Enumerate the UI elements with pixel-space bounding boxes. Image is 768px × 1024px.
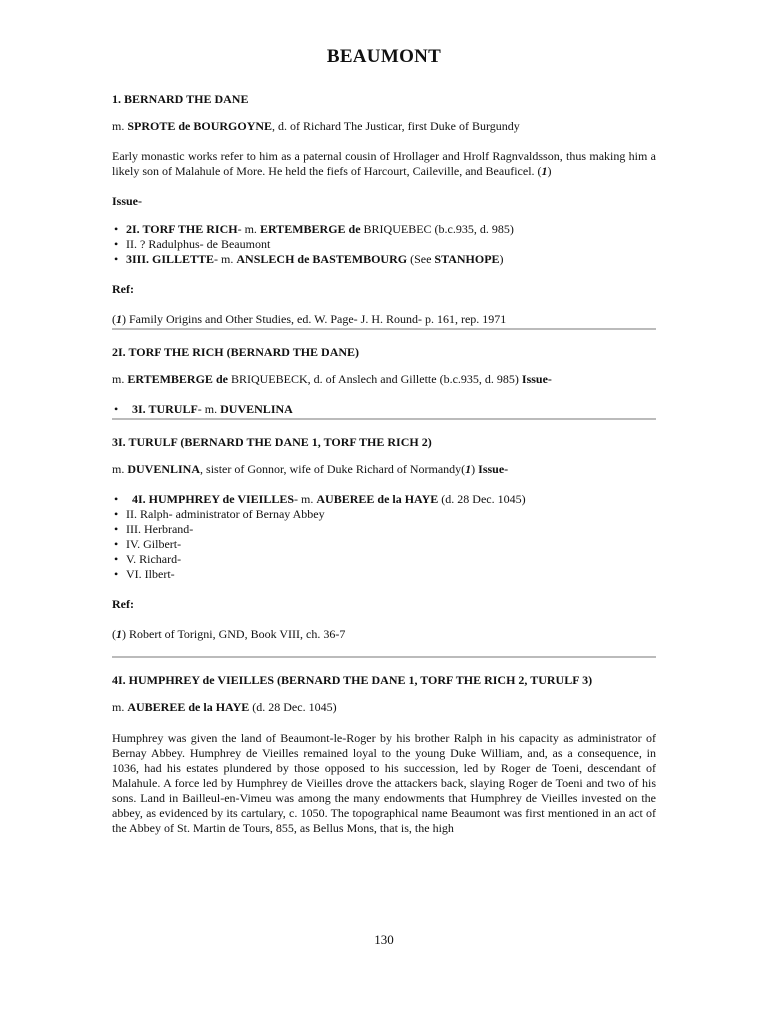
document-page xyxy=(112,44,656,851)
biography-paragraph: Early monastic works refer to him as a paternal cousin of Hrollager and Hrolf Ragnvaldsson, thus making him a likely son of Malahule of More. He held the fiefs of Harcourt, Caileville, and Beauficel. (1) xyxy=(112,149,656,178)
section-turulf xyxy=(112,435,656,658)
biography-paragraph: Humphrey was given the land of Beaumont-le-Roger by his brother Ralph in his capacity as administrator of Bernay Abbey. Humphrey de Vieilles remained loyal to the young Duke William, and, as a consequence, in 1036, had his estates plundered by those opposed to his succession, led by Roger de Toeni, descendant of Malahule. A force led by Humphrey de Vieilles drove the attackers back, slaying Roger de Toeni and two of his sons. Land in Bailleul-en-Vimeu was among the many endowments that Humphrey de Vieilles invested on the abbey, as evidenced by its cartulary, c. 1050. The topographical name Beaumont was first mentioned in an act of the Abbey of St. Martin de Tours, 855, as Bellus Mons, that is, the high xyxy=(112,731,656,835)
list-item: • V. Richard- xyxy=(114,552,656,567)
reference-line: (1) Robert of Torigni, GND, Book VIII, ch. 36-7 xyxy=(112,627,346,641)
list-item: • II. Ralph- administrator of Bernay Abbey xyxy=(114,507,656,522)
issue-list xyxy=(112,402,656,417)
section-heading: 3I. TURULF (BERNARD THE DANE 1, TORF THE RICH 2) xyxy=(112,435,432,449)
section-torf-the-rich xyxy=(112,345,656,420)
section-heading: 4I. HUMPHREY de VIEILLES (BERNARD THE DANE 1, TORF THE RICH 2, TURULF 3) xyxy=(112,673,593,687)
reference-line: (1) Family Origins and Other Studies, ed. W. Page- J. H. Round- p. 161, rep. 1971 xyxy=(112,312,507,326)
list-item: • 4I. HUMPHREY de VIEILLES- m. AUBEREE de la HAYE (d. 28 Dec. 1045) xyxy=(114,492,656,507)
list-item: • 3III. GILLETTE- m. ANSLECH de BASTEMBOURG (See STANHOPE) xyxy=(114,252,656,267)
section-divider xyxy=(112,328,656,330)
ref-label: Ref: xyxy=(112,597,134,611)
list-item: • IV. Gilbert- xyxy=(114,537,656,552)
spouse-name: SPROTE de BOURGOYNE xyxy=(127,119,273,133)
issue-list xyxy=(112,222,656,267)
page-title: BEAUMONT xyxy=(326,46,442,67)
list-item: • 3I. TURULF- m. DUVENLINA xyxy=(114,402,656,417)
section-divider xyxy=(112,656,656,658)
section-bernard-the-dane xyxy=(112,92,656,330)
list-item: • III. Herbrand- xyxy=(114,522,656,537)
issue-label: Issue- xyxy=(112,194,143,208)
section-heading: 2I. TORF THE RICH (BERNARD THE DANE) xyxy=(112,345,360,359)
marriage-line: m. ERTEMBERGE de BRIQUEBECK, d. of Anslech and Gillette (b.c.935, d. 985) Issue- xyxy=(112,372,552,386)
list-item: • II. ? Radulphus- de Beaumont xyxy=(114,237,656,252)
citation-number: 1 xyxy=(541,164,548,178)
section-heading: 1. BERNARD THE DANE xyxy=(112,92,249,106)
marriage-line: m. DUVENLINA, sister of Gonnor, wife of Duke Richard of Normandy(1) Issue- xyxy=(112,462,509,476)
marriage-line: m. SPROTE de BOURGOYNE, d. of Richard The Justicar, first Duke of Burgundy xyxy=(112,119,520,133)
section-divider xyxy=(112,418,656,420)
list-item: • VI. Ilbert- xyxy=(114,567,656,582)
section-humphrey-de-vieilles xyxy=(112,673,656,836)
list-item: • 2I. TORF THE RICH- m. ERTEMBERGE de BRIQUEBEC (b.c.935, d. 985) xyxy=(114,222,656,237)
issue-list xyxy=(112,492,656,582)
ref-label: Ref: xyxy=(112,282,134,296)
marriage-line: m. AUBEREE de la HAYE (d. 28 Dec. 1045) xyxy=(112,700,337,714)
page-number: 130 xyxy=(374,932,394,947)
